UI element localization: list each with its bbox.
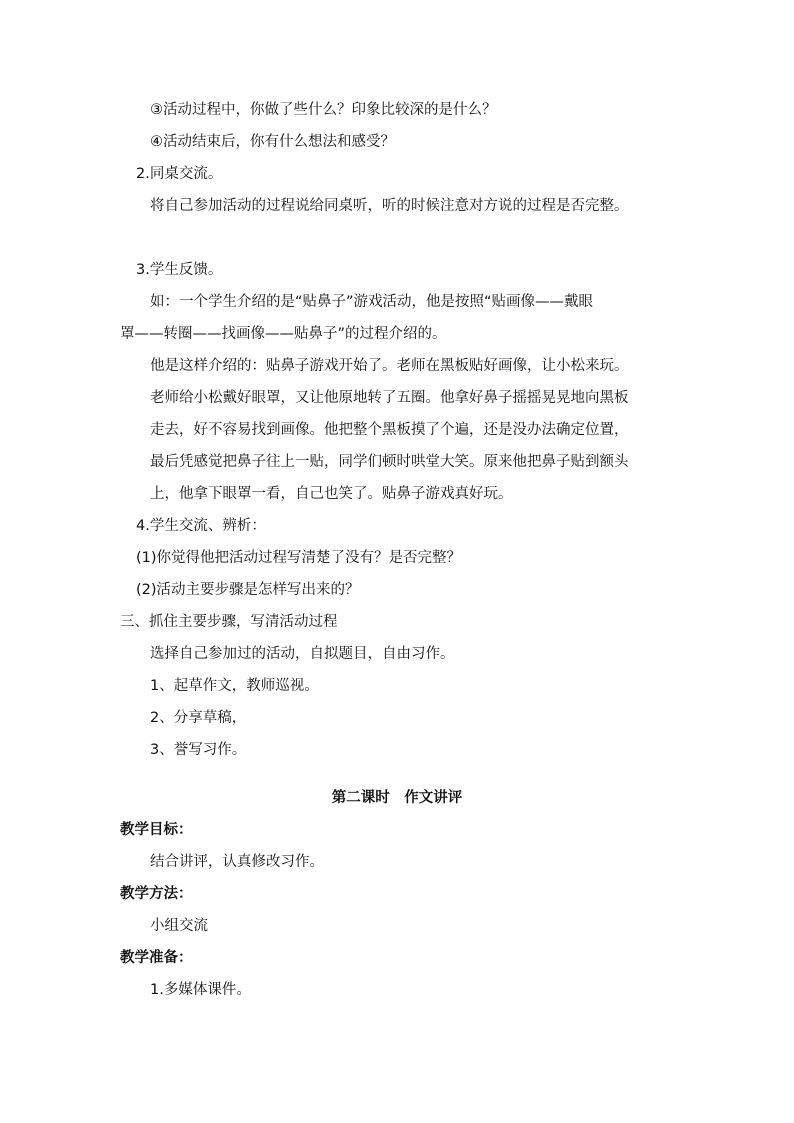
text-line: 4.学生交流、辨析： (136, 518, 266, 534)
text-line: 小组交流 (150, 918, 208, 934)
text-line: 上，他拿下眼罩一看，自己也笑了。贴鼻子游戏真好玩。 (150, 486, 513, 502)
text-line: 走去，好不容易找到画像。他把整个黑板摸了个遍，还是没办法确定位置， (150, 422, 629, 438)
text-line: 老师给小松戴好眼罩，又让他原地转了五圈。他拿好鼻子摇摇晃晃地向黑板 (150, 390, 629, 406)
text-line: ④活动结束后，你有什么想法和感受？ (150, 134, 395, 150)
teaching-goals-heading: 教学目标： (120, 822, 193, 838)
text-line: 1、起草作文，教师巡视。 (150, 678, 319, 694)
text-line: ③活动过程中，你做了些什么？印象比较深的是什么？ (150, 102, 497, 118)
teaching-preparation-heading: 教学准备： (120, 950, 193, 966)
text-line: 2、分享草稿， (150, 710, 247, 726)
text-line: 最后凭感觉把鼻子往上一贴，同学们顿时哄堂大笑。原来他把鼻子贴到额头 (150, 454, 629, 470)
lesson-title: 第二课时 作文讲评 (331, 790, 463, 806)
text-line: 2.同桌交流。 (136, 166, 223, 182)
teaching-method-heading: 教学方法： (120, 886, 193, 902)
text-line: (1)你觉得他把活动过程写清楚了没有？是否完整？ (136, 550, 462, 566)
text-line: 罩——转圈——找画像——贴鼻子”的过程介绍的。 (120, 326, 447, 342)
text-line: 他是这样介绍的：贴鼻子游戏开始了。老师在黑板贴好画像，让小松来玩。 (150, 358, 629, 374)
text-line: 将自己参加活动的过程说给同桌听，听的时候注意对方说的过程是否完整。 (150, 198, 629, 214)
text-line: (2)活动主要步骤是怎样写出来的？ (136, 582, 360, 598)
text-line: 如：一个学生介绍的是“贴鼻子”游戏活动，他是按照“贴画像——戴眼 (150, 294, 594, 310)
text-line: 3、誉写习作。 (150, 742, 247, 758)
text-line: 结合讲评，认真修改习作。 (150, 854, 324, 870)
text-line: 1.多媒体课件。 (150, 982, 251, 998)
text-line: 3.学生反馈。 (136, 262, 223, 278)
section-heading: 三、抓住主要步骤，写清活动过程 (120, 614, 338, 630)
text-line: 选择自己参加过的活动，自拟题目，自由习作。 (150, 646, 455, 662)
